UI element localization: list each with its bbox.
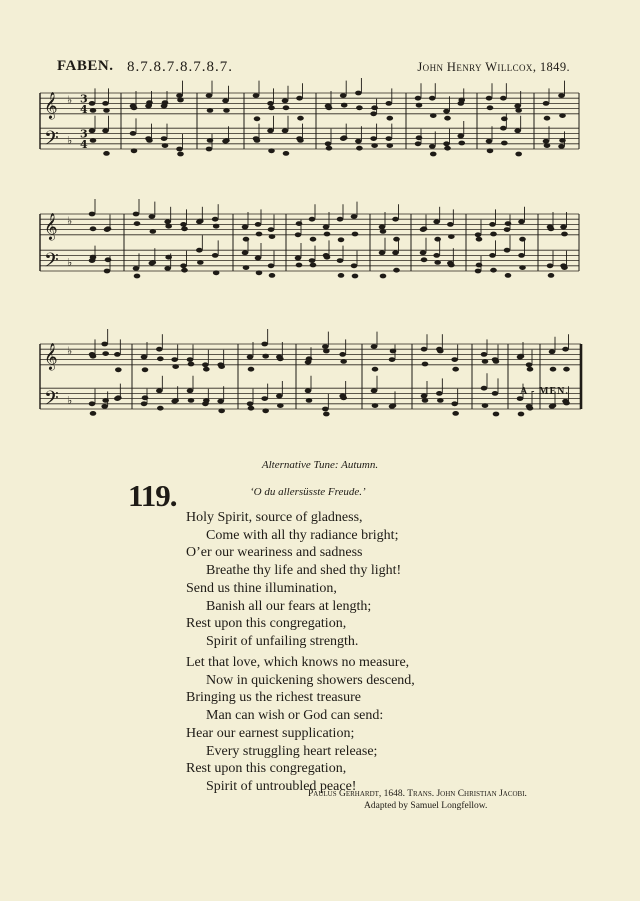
verse-line: Come with all thy radiance bright; — [206, 527, 399, 543]
note-head — [550, 367, 557, 372]
note-head — [548, 273, 555, 278]
note-head — [563, 367, 570, 372]
note-head — [386, 136, 393, 141]
note-head — [104, 269, 111, 274]
note-head — [436, 391, 443, 396]
note-head — [156, 347, 163, 352]
note-head — [262, 354, 269, 359]
note-head — [165, 224, 172, 229]
note-head — [217, 399, 224, 404]
note-head — [322, 407, 329, 412]
note-head — [115, 367, 122, 372]
note-head — [437, 398, 444, 403]
note-head — [141, 355, 148, 360]
note-head — [422, 398, 429, 403]
note-head — [326, 146, 333, 151]
note-head — [261, 342, 268, 347]
time-signature-bottom: 4 — [80, 102, 88, 116]
note-head — [558, 93, 565, 98]
note-head — [387, 143, 394, 148]
note-head — [489, 253, 496, 258]
note-head — [324, 232, 331, 237]
note-head — [212, 253, 219, 258]
note-head — [131, 105, 138, 110]
verse-line: O’er our weariness and sadness — [186, 545, 363, 561]
note-head — [561, 232, 568, 237]
note-head — [356, 105, 363, 110]
note-head — [549, 349, 556, 354]
note-head — [559, 113, 566, 118]
note-head — [527, 406, 534, 411]
note-head — [386, 101, 393, 106]
bass-clef: 𝄢 — [44, 388, 59, 414]
note-head — [171, 357, 178, 362]
note-head — [295, 232, 302, 237]
note-head — [487, 148, 494, 153]
note-head — [164, 266, 171, 271]
note-head — [101, 342, 108, 347]
note-head — [89, 401, 96, 406]
note-head — [102, 128, 109, 133]
note-head — [323, 412, 330, 417]
alternative-tune: Alternative Tune: Autumn. — [261, 459, 379, 471]
note-head — [372, 403, 379, 408]
note-head — [443, 109, 450, 114]
note-head — [256, 270, 263, 275]
note-head — [89, 128, 96, 133]
verse-1 — [186, 509, 401, 651]
note-head — [547, 263, 554, 268]
note-head — [176, 147, 183, 152]
note-head — [323, 225, 330, 230]
note-head — [133, 266, 140, 271]
note-head — [337, 258, 344, 263]
note-head — [563, 401, 570, 406]
note-head — [206, 147, 213, 152]
note-head — [387, 116, 394, 121]
note-head — [420, 250, 427, 255]
tune-name: FABEN. — [57, 58, 114, 74]
note-head — [493, 412, 500, 417]
note-head — [433, 253, 440, 258]
note-head — [248, 406, 255, 411]
note-head — [89, 101, 96, 106]
verse-line: Let that love, which knows no measure, — [186, 655, 410, 670]
verse-line: Spirit of untroubled peace! — [206, 778, 357, 794]
note-head — [247, 355, 254, 360]
note-head — [213, 224, 220, 229]
note-head — [392, 250, 399, 255]
note-head — [490, 268, 497, 273]
note-head — [500, 96, 507, 101]
note-head — [164, 219, 171, 224]
note-head — [102, 101, 109, 106]
note-head — [337, 217, 344, 222]
adapter-credit: Adapted by Samuel Longfellow. — [364, 801, 488, 811]
note-head — [561, 265, 568, 270]
note-head — [277, 403, 284, 408]
note-head — [415, 141, 422, 146]
note-head — [297, 138, 304, 143]
verse-line: Every struggling heart release; — [206, 743, 378, 759]
note-head — [310, 237, 317, 242]
note-head — [101, 404, 108, 409]
note-head — [180, 263, 187, 268]
note-head — [89, 212, 96, 217]
note-head — [323, 349, 330, 354]
note-head — [131, 148, 138, 153]
note-head — [355, 91, 362, 96]
note-head — [196, 248, 203, 253]
note-head — [544, 116, 551, 121]
note-head — [248, 367, 255, 372]
note-head — [543, 139, 550, 144]
note-head — [187, 357, 194, 362]
note-head — [157, 406, 164, 411]
note-head — [514, 104, 521, 109]
note-head — [268, 105, 275, 110]
note-head — [486, 96, 493, 101]
note-head — [134, 221, 141, 226]
note-head — [416, 103, 423, 108]
verse-line: Bringing us the richest treasure — [186, 690, 361, 706]
note-head — [255, 222, 262, 227]
note-head — [157, 356, 164, 361]
note-head — [325, 141, 332, 146]
note-head — [548, 226, 555, 231]
key-flat: ♭ — [67, 344, 73, 358]
verse-line: Breathe thy life and shed thy light! — [206, 563, 402, 579]
note-head — [212, 217, 219, 222]
time-signature-top: 3 — [80, 92, 88, 106]
note-head — [486, 139, 493, 144]
verse-line: Spirit of unfailing strength. — [206, 633, 359, 649]
verse-line: Rest upon this congregation, — [186, 761, 347, 777]
note-head — [340, 395, 347, 400]
note-head — [437, 349, 444, 354]
note-head — [296, 96, 303, 101]
time-signature-top: 3 — [80, 127, 88, 141]
note-head — [267, 128, 274, 133]
note-head — [207, 108, 214, 113]
note-head — [504, 248, 511, 253]
note-head — [268, 263, 275, 268]
note-head — [340, 359, 347, 364]
note-head — [247, 401, 254, 406]
note-head — [326, 105, 333, 110]
note-head — [262, 408, 269, 413]
note-head — [355, 139, 362, 144]
composer-credit: John Henry Willcox, 1849. — [417, 60, 570, 74]
note-head — [203, 367, 210, 372]
note-head — [519, 265, 526, 270]
note-head — [451, 401, 458, 406]
note-head — [180, 222, 187, 227]
hymn-number: 119. — [128, 478, 177, 513]
note-head — [268, 148, 275, 153]
note-head — [146, 138, 153, 143]
note-head — [443, 141, 450, 146]
note-head — [269, 273, 276, 278]
note-head — [429, 144, 436, 149]
note-head — [90, 138, 97, 143]
note-head — [562, 347, 569, 352]
note-head — [243, 265, 250, 270]
verse-2 — [186, 654, 415, 796]
key-flat: ♭ — [67, 393, 73, 407]
note-head — [310, 263, 317, 268]
key-flat: ♭ — [67, 133, 73, 147]
verse-line: Man can wish or God can send: — [206, 708, 384, 724]
note-head — [268, 227, 275, 232]
note-head — [172, 364, 179, 369]
note-head — [295, 256, 302, 261]
note-head — [177, 152, 184, 157]
note-head — [371, 143, 378, 148]
note-head — [218, 408, 225, 413]
credits — [308, 788, 527, 812]
note-head — [356, 146, 363, 151]
note-head — [543, 101, 550, 106]
note-head — [162, 143, 169, 148]
note-head — [130, 131, 137, 136]
note-head — [156, 388, 163, 393]
note-head — [102, 351, 109, 356]
note-head — [150, 229, 157, 234]
note-head — [371, 388, 378, 393]
note-head — [277, 356, 284, 361]
note-head — [351, 263, 358, 268]
verse-line: Holy Spirit, source of gladness, — [186, 510, 363, 525]
note-head — [352, 232, 359, 237]
note-head — [481, 386, 488, 391]
treble-clef: 𝄞 — [44, 343, 58, 370]
note-head — [283, 151, 290, 156]
music-score — [0, 0, 640, 450]
note-head — [114, 352, 121, 357]
note-head — [338, 237, 345, 242]
note-head — [447, 222, 454, 227]
note-head — [481, 352, 488, 357]
note-head — [444, 116, 451, 121]
note-head — [379, 225, 386, 230]
note-head — [558, 144, 565, 149]
note-head — [444, 146, 451, 151]
note-head — [149, 214, 156, 219]
note-head — [493, 359, 500, 364]
note-head — [305, 388, 312, 393]
note-head — [340, 93, 347, 98]
verse-line: Hear our earnest supplication; — [186, 725, 355, 741]
note-head — [452, 367, 459, 372]
note-head — [370, 111, 377, 116]
note-head — [515, 152, 522, 157]
note-head — [380, 229, 387, 234]
original-first-line: ‘O du allersüsste Freude.’ — [250, 486, 366, 498]
note-head — [429, 96, 436, 101]
note-head — [421, 257, 428, 262]
verse-line: Send us thine illumination, — [186, 580, 337, 596]
note-head — [338, 273, 345, 278]
tune-meter: 8.7.8.7.8.7.8.7. — [127, 59, 233, 75]
note-head — [90, 226, 97, 231]
time-signature-bottom: 4 — [80, 138, 88, 151]
note-head — [213, 270, 220, 275]
note-head — [430, 152, 437, 157]
note-head — [202, 362, 209, 367]
note-head — [421, 394, 428, 399]
verse-line: Now in quickening showers descend, — [206, 672, 415, 688]
note-head — [452, 411, 459, 416]
note-head — [90, 411, 97, 416]
note-head — [352, 274, 359, 279]
note-head — [187, 388, 194, 393]
note-head — [253, 93, 260, 98]
note-head — [142, 367, 149, 372]
note-head — [90, 108, 97, 113]
note-head — [269, 234, 276, 239]
note-head — [197, 260, 204, 265]
note-head — [309, 258, 316, 263]
note-head — [306, 398, 313, 403]
note-head — [415, 96, 422, 101]
note-head — [181, 226, 188, 231]
note-head — [206, 93, 213, 98]
note-head — [282, 128, 289, 133]
note-head — [527, 367, 534, 372]
note-head — [90, 354, 97, 359]
note-head — [177, 98, 184, 103]
bass-clef: 𝄢 — [44, 250, 59, 276]
note-head — [489, 222, 496, 227]
note-head — [501, 141, 508, 146]
note-head — [504, 227, 511, 232]
note-head — [242, 250, 249, 255]
note-head — [430, 113, 437, 118]
note-head — [254, 138, 261, 143]
note-head — [372, 367, 379, 372]
note-head — [322, 344, 329, 349]
note-head — [103, 151, 110, 156]
note-head — [476, 237, 483, 242]
note-head — [393, 268, 400, 273]
note-head — [371, 344, 378, 349]
note-head — [518, 219, 525, 224]
note-head — [487, 105, 494, 110]
note-head — [458, 141, 465, 146]
note-head — [422, 362, 429, 367]
note-head — [161, 136, 168, 141]
note-head — [133, 212, 140, 217]
amen-text: A - MEN. — [520, 386, 569, 397]
treble-clef: 𝄞 — [44, 213, 58, 240]
note-head — [380, 274, 387, 279]
note-head — [434, 260, 441, 265]
note-head — [515, 108, 522, 113]
note-head — [421, 347, 428, 352]
note-head — [141, 401, 148, 406]
note-head — [261, 396, 268, 401]
note-head — [514, 128, 521, 133]
note-head — [188, 362, 195, 367]
note-head — [475, 269, 482, 274]
note-head — [283, 105, 290, 110]
note-head — [457, 134, 464, 139]
note-head — [379, 250, 386, 255]
note-head — [242, 225, 249, 230]
note-head — [518, 412, 525, 417]
note-head — [309, 217, 316, 222]
note-head — [492, 391, 499, 396]
note-head — [222, 98, 229, 103]
key-flat: ♭ — [67, 255, 73, 269]
note-head — [505, 273, 512, 278]
treble-clef: 𝄞 — [44, 92, 58, 119]
note-head — [482, 403, 489, 408]
note-head — [544, 143, 551, 148]
key-flat: ♭ — [67, 93, 73, 107]
note-head — [490, 232, 497, 237]
note-head — [181, 268, 188, 273]
author-translator-credit: Paulus Gerhardt, 1648. Trans. John Christian Jacobi. — [308, 789, 527, 799]
note-head — [448, 263, 455, 268]
note-head — [392, 217, 399, 222]
note-head — [500, 126, 507, 131]
note-head — [324, 255, 331, 260]
note-head — [255, 256, 262, 261]
note-head — [282, 98, 289, 103]
key-flat: ♭ — [67, 214, 73, 228]
note-head — [560, 225, 567, 230]
note-head — [296, 263, 303, 268]
note-head — [518, 253, 525, 258]
note-head — [103, 108, 110, 113]
note-head — [351, 214, 358, 219]
verse-line: Rest upon this congregation, — [186, 616, 347, 632]
note-head — [188, 398, 195, 403]
note-head — [276, 394, 283, 399]
note-head — [475, 232, 482, 237]
note-head — [223, 108, 230, 113]
bass-clef: 𝄢 — [44, 128, 59, 154]
note-head — [448, 234, 455, 239]
note-head — [339, 352, 346, 357]
note-head — [451, 357, 458, 362]
note-head — [389, 357, 396, 362]
note-head — [297, 116, 304, 121]
note-head — [254, 116, 261, 121]
note-head — [134, 274, 141, 279]
verse-line: Banish all our fears at length; — [206, 598, 372, 614]
note-head — [218, 364, 225, 369]
note-head — [526, 362, 533, 367]
note-head — [267, 101, 274, 106]
note-head — [482, 359, 489, 364]
note-head — [341, 103, 348, 108]
note-head — [256, 232, 263, 237]
note-head — [176, 93, 183, 98]
note-head — [370, 136, 377, 141]
note-head — [433, 219, 440, 224]
